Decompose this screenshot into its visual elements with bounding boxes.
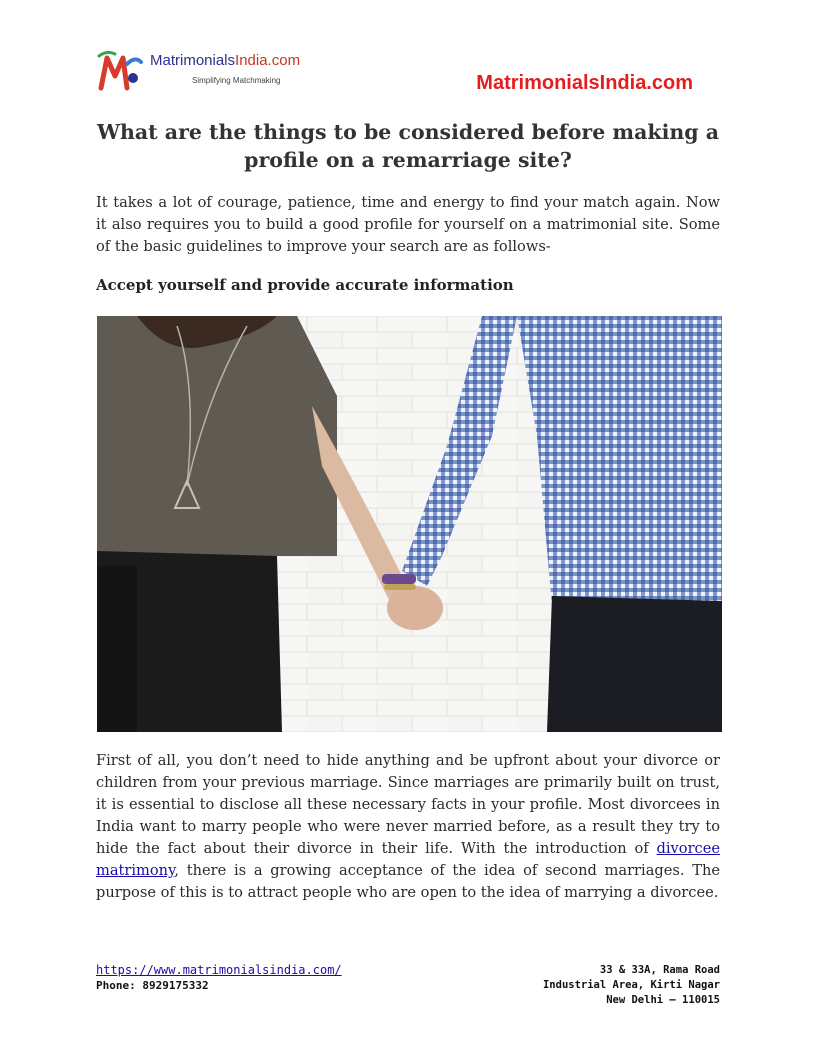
logo-icon xyxy=(97,48,143,92)
logo-name-main: Matrimonials xyxy=(150,52,236,69)
intro-paragraph: It takes a lot of courage, patience, time and energy to find your match again. Now it also requires you to build a good profile for yourself on a matrimonial site. Some of the basic guidelines to improve your search are as follows- xyxy=(96,194,720,255)
brand-title: MatrimonialsIndia.com xyxy=(476,72,693,94)
photo-illustration xyxy=(97,316,722,732)
logo-name xyxy=(150,52,300,69)
matrimonials-india-logo xyxy=(97,46,357,94)
article-title: What are the things to be considered before making a profile on a remarriage site? xyxy=(96,120,720,172)
body-text-after-link: , there is a growing acceptance of the idea of second marriages. The purpose of this is to attract people who are open to the idea of marrying a divorcee. xyxy=(96,862,720,901)
body-text-before-link: First of all, you don’t need to hide anything and be upfront about your divorce or children from your previous marriage. Since marriages are primarily built on trust, it is essential to disclose all these necessary facts in your profile. Most divorcees in India want to marry people who were never married before, as a result they try to hide the fact about their divorce in their life. With the introduction of xyxy=(96,752,720,857)
address-line-2: Industrial Area, Kirti Nagar xyxy=(542,979,720,991)
divorcee-matrimony-link[interactable]: divorcee matrimony xyxy=(96,840,720,879)
couple-holding-hands-photo xyxy=(97,316,722,732)
address-line-1: 33 & 33A, Rama Road xyxy=(599,964,720,976)
footer-phone: Phone: 8929175332 xyxy=(96,979,209,992)
body-paragraph xyxy=(96,750,720,904)
footer-contact xyxy=(96,962,342,994)
address-line-3: New Delhi – 110015 xyxy=(606,994,720,1006)
footer-address xyxy=(543,963,720,1008)
logo-tagline: Simplifying Matchmaking xyxy=(192,76,281,85)
logo-name-domain: India.com xyxy=(235,52,301,69)
section-heading: Accept yourself and provide accurate information xyxy=(96,276,514,294)
website-link[interactable]: https://www.matrimonialsindia.com/ xyxy=(96,963,342,977)
